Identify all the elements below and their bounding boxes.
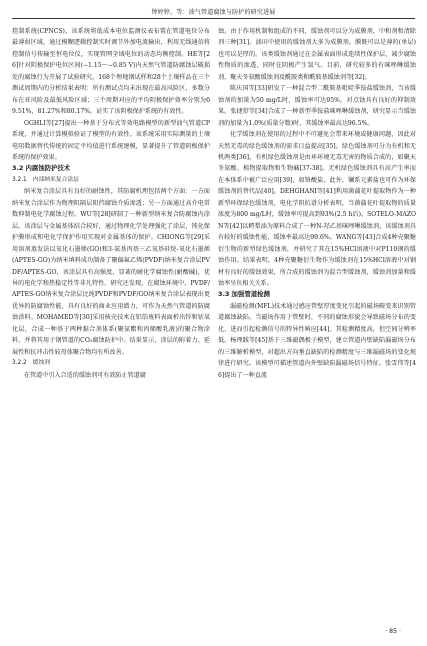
paragraph: 在管道中引入合适的缓蚀剂可有效防止管道腐	[24, 371, 146, 379]
paragraph: 控制系统(CPNCS)，该系统将低成本电位监测仪表布置在管道电位分布最薄弱区域，通过模糊逻辑控制实时调节外加电流输出，利用无线通信将控制信号传输至恒电位仪，实现管网全域电位的动态均衡控制。HE等[26]针对阴极保护电位区间(−1.15～−0.85 V)内天然气管道防腐蚀层破损处的腐蚀行为开展了试验研究。168个埋地钢试样和28个土壤样品在三个测试周期内的分析结果表明：所有测试点均未出现在最高风险区，多数分布在亚风险及最低风险区域；三个周期对应的平均阴极保护效率分别为69.51%、81.27%和80.17%，证实了该阴极保护系统的有效性。	[12, 28, 210, 116]
heading-number: 3.2.2	[12, 360, 29, 367]
left-column	[12, 26, 210, 381]
page-number: · 85 ·	[385, 628, 401, 635]
running-head: 钟婷婷，等：油气管道腐蚀与防护的研究进展	[151, 9, 276, 16]
right-column	[218, 26, 416, 381]
section-heading	[12, 163, 210, 174]
section-heading	[218, 289, 416, 300]
heading-text: 缓蚀剂	[32, 360, 50, 367]
paragraph: 陈庆国等[33]研发了一种混合型二酰胺基吡啶季铵盐缓蚀剂，当该缓蚀剂的加量为50 mg/L时，缓蚀率可达95%，对点蚀具有良好的抑制效果。张捷舒等[34]合成了一种新型季铵盐咪唑啉缓蚀剂，研究显示当缓蚀剂的加量为1.0%(质量分数)时，其缓蚀率最高达96.5%。	[218, 85, 416, 127]
paragraph: 纳米复合涂层具有良好的耐蚀性，其防腐机理包括两个方面：一方面纳米复合涂层作为物理阻隔层阻挡腐蚀介质渗透；另一方面通过高介电常数抑制电化学腐蚀过程。WU等[28]研制了一种新型纳米复合防腐蚀内涂层。该涂层与金属基体结合较好，通过物理化学处理强化了涂层，钝化保护膜形成和电化学保护作用实现对金属基体的保护。CHIONG等[29]采用溶剂蒸发法以氧化石墨烯(GO)和3-氨基丙基三乙氧基硅烷-氧化石墨烯(APTES-GO)为纳米填料成功制备了聚偏氟乙烯(PVDF)纳米复合涂层PVDF/APTES-GO，该涂层具有高强度、显著的耐化学腐蚀性(耐酸碱)，优异的电化学和热稳定性等非凡特性。研究还发现，在腐蚀环境中，PVDF/APTES-GO纳米复合涂层比纯PVDF和PVDF/GO纳米复合涂层表现出更优异的防腐蚀性能，具有良好的商业应用潜力，可作为天然气管道的防腐蚀涂料。MOHAMED等[30]采用核壳技术在铝箔废料表面析出锌和钴氧化层，合成一种基于两种黏合剂体系(聚氨酯和丙烯酸乳液)的聚合物涂料，并将其用于钢管道的CO₂腐蚀防护中。结果显示，涂层的附着力、延展性和抗冲击性较母体聚合物均有所改善。	[12, 188, 210, 356]
subsection-heading	[12, 175, 210, 186]
heading-number: 3.2.1	[12, 176, 29, 183]
heading-number: 3.3	[218, 290, 232, 299]
header-rule	[12, 18, 415, 19]
paragraph: 化学缓蚀剂在使用的过程中不可避免会带来环境或健康问题，因此对天然无毒的绿色缓蚀剂的需求日益提高[35]。绿色缓蚀剂可分为有机和无机两类[36]。有机绿色缓蚀剂是由环环境无毒无害的物质合成的，如聚天冬氨酸、植物提取物和生物碱[37-38]。无机绿色缓蚀剂具有高产生率而在本体系中被广泛应用[39]，如铬酸盐、此外，镧系元素盐也可作为环保缓蚀剂的替代品[40]。DEHGHANI等[41]利用菌蒲花叶提取物作为一种新型环保绿色缓蚀剂，电化学阻抗谱分析表明，当菌蒲花叶提取物的质量浓度为800 mg/L时，缓蚀率可提高到93%(2.5 h后)。SOTELO-MAZON等[42]以鳄梨油为原料合成了一种N-羟乙基咪唑啉缓蚀剂，该缓蚀剂具有较好的缓蚀性能，缓蚀率最高达99.6%。WANG等[43]合成4种壳聚糖衍生物的新型绿色缓蚀剂，并研究了其在15%HCl溶液中对P110钢的缓蚀作用。结果表明，4种壳聚糖衍生物作为缓蚀剂在15%HCl溶液中对钢材有良好的缓蚀效果，所合成的缓蚀剂为混合型缓蚀剂，缓蚀剂加量和缓蚀率呈负相关关系。	[218, 131, 416, 287]
heading-number: 3.2	[12, 164, 26, 173]
subsection-heading	[12, 358, 210, 369]
paragraph: 蚀。由于作用机制和组成的不同，缓蚀剂可以分为成膜剂、中和剂和清除剂三种[31]。油田中使用的缓蚀剂大多为成膜剂。膜既可以是薄的(单层)也可以是厚的。该类缓蚀剂通过在金属表面形成连续性保护层，减少腐蚀性物质的渗透，同时在阴极产生氢气。目前，研究较多的有咪唑啉缓蚀剂、聚天冬氨酸缓蚀剂及酰胺类和酰胺基缓蚀剂等[32]。	[218, 28, 416, 81]
paragraph: OGHLI等[27]提出一种基于分布式等效电路模型的新型油气管道CP系统，并通过计算模拟验证了模型的有效性。该系统采用实际测量的土壤电阻数据替代传统的固定平均值进行系统建模，显著提升了管道阴极保护系统的保护效果。	[12, 119, 210, 161]
heading-text: 内部纳米复合涂层	[32, 176, 79, 183]
paragraph: 漏磁检测(MFL)技术通过感应管壁厚度变化引起的磁场畸变来识别管道腐蚀缺陷。当磁场作用于管壁时，不同的腐蚀形貌会导致磁场分布的变化，进而引起检测信号的特异性响应[44]。其检测精度高，但空间分辨率低。杨理践等[45]基于三维磁偶极子模型，建立管道内壁缺陷漏磁场分布的三维解析模型，对超出方向垂直缺陷的检测精度与三维漏磁场的变化规律进行研究。该模型可描述管道内外壁缺陷漏磁场信号特征。张雪伟等[46]提出了一种直流	[218, 302, 416, 379]
heading-text: 内腐蚀防护技术	[25, 164, 71, 173]
heading-text: 加强管道检测	[231, 290, 270, 299]
